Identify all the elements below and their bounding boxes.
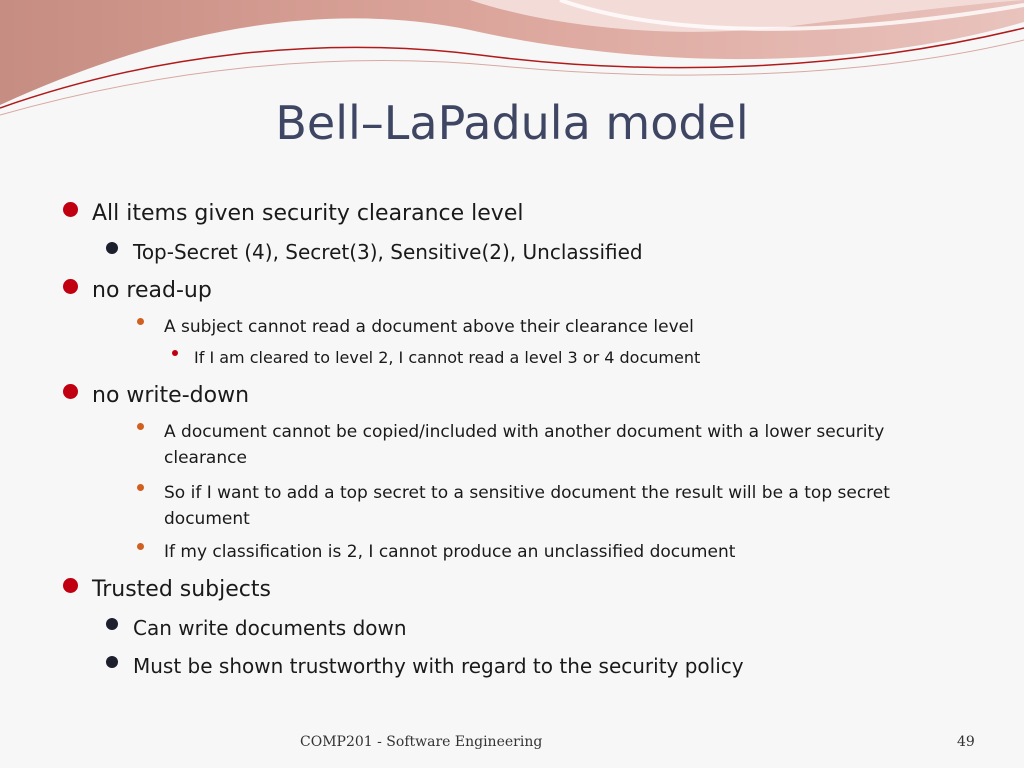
bullet-icon	[137, 318, 144, 325]
bullet-icon	[106, 656, 118, 668]
slide-number: 49	[957, 734, 975, 750]
bullet-icon	[137, 423, 144, 430]
bullet-icon	[63, 279, 78, 294]
bullet-icon	[137, 484, 144, 491]
slide-title: Bell–LaPadula model	[275, 96, 749, 150]
bullet-icon	[106, 242, 118, 254]
list-item: So if I want to add a top secret to a sensitive document the result will be a top secret document	[164, 480, 954, 532]
bullet-icon	[106, 618, 118, 630]
bullet-icon	[63, 384, 78, 399]
bullet-icon	[63, 202, 78, 217]
list-item: Can write documents down	[133, 614, 407, 642]
list-item: If my classification is 2, I cannot produce an unclassified document	[164, 539, 735, 565]
list-item: no read-up	[92, 276, 212, 306]
bullet-icon	[63, 578, 78, 593]
list-item: A document cannot be copied/included with another document with a lower security clearance	[164, 419, 954, 471]
footer-course: COMP201 - Software Engineering	[300, 734, 543, 750]
list-item: If I am cleared to level 2, I cannot read a level 3 or 4 document	[194, 346, 700, 370]
list-item: A subject cannot read a document above their clearance level	[164, 314, 694, 340]
bullet-icon	[137, 543, 144, 550]
bullet-icon	[172, 350, 178, 356]
list-item: no write-down	[92, 381, 249, 411]
list-item: Top-Secret (4), Secret(3), Sensitive(2), Unclassified	[133, 238, 643, 266]
list-item: Must be shown trustworthy with regard to the security policy	[133, 652, 744, 680]
list-item: All items given security clearance level	[92, 199, 523, 229]
list-item: Trusted subjects	[92, 575, 271, 605]
